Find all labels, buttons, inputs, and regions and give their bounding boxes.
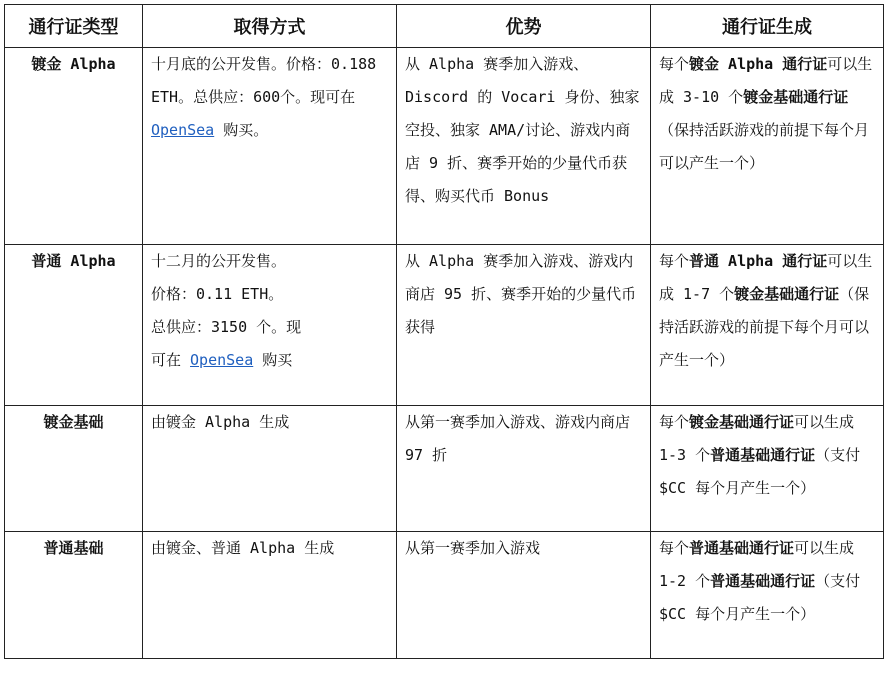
pass-comparison-table xyxy=(4,4,884,659)
acquisition-cell: 由镀金、普通 Alpha 生成 xyxy=(143,532,397,659)
generation-cell xyxy=(651,245,884,406)
generation-text: 可以生成 1-2 个 xyxy=(659,539,855,590)
acquisition-text-end: 购买。 xyxy=(214,121,269,139)
generation-text: （保持活跃游戏的前提下每个月可以产生一个） xyxy=(659,121,870,172)
acquisition-text: 可在 xyxy=(151,351,191,369)
generation-text: （支付$CC 每个月产生一个） xyxy=(659,572,861,623)
acquisition-cell xyxy=(143,245,397,406)
generation-target-pass: 普通基础通行证 xyxy=(710,446,816,464)
table-header-row xyxy=(5,5,884,48)
generation-text: （支付$CC 每个月产生一个） xyxy=(659,446,861,497)
generation-text: 可以生成 1-3 个 xyxy=(659,413,855,464)
generation-target-pass: 普通基础通行证 xyxy=(710,572,816,590)
pass-type-cell: 普通基础 xyxy=(5,532,143,659)
generation-text: 每个 xyxy=(659,252,690,270)
acquisition-text: 十月底的公开发售。价格：0.188 ETH。总供应：600个。现可在 xyxy=(151,55,377,106)
table-row xyxy=(5,406,884,532)
acquisition-text-end: 购买 xyxy=(253,351,293,369)
acquisition-line: 总供应：3150 个。现 xyxy=(151,318,302,336)
header-pass-type: 通行证类型 xyxy=(5,5,143,48)
opensea-link[interactable]: OpenSea xyxy=(190,351,254,369)
table-row xyxy=(5,532,884,659)
header-acquisition: 取得方式 xyxy=(143,5,397,48)
advantage-cell: 从第一赛季加入游戏、游戏内商店 97 折 xyxy=(397,406,651,532)
generation-cell xyxy=(651,406,884,532)
pass-type-cell: 镀金 Alpha xyxy=(5,48,143,245)
generation-source-pass: 普通基础通行证 xyxy=(689,539,795,557)
acquisition-line: 价格：0.11 ETH。 xyxy=(151,285,284,303)
acquisition-cell: 由镀金 Alpha 生成 xyxy=(143,406,397,532)
generation-target-pass: 镀金基础通行证 xyxy=(734,285,840,303)
generation-cell xyxy=(651,532,884,659)
generation-text: 可以生成 3-10 个 xyxy=(659,55,873,106)
header-advantages: 优势 xyxy=(397,5,651,48)
acquisition-line xyxy=(151,344,388,377)
advantage-cell: 从第一赛季加入游戏 xyxy=(397,532,651,659)
generation-target-pass: 镀金基础通行证 xyxy=(743,88,849,106)
table-row xyxy=(5,245,884,406)
generation-source-pass: 镀金基础通行证 xyxy=(689,413,795,431)
pass-type-cell: 镀金基础 xyxy=(5,406,143,532)
generation-source-pass: 镀金 Alpha 通行证 xyxy=(689,55,828,73)
acquisition-line: 十二月的公开发售。 xyxy=(151,252,287,270)
generation-text: 每个 xyxy=(659,539,690,557)
opensea-link[interactable]: OpenSea xyxy=(151,121,215,139)
pass-type-cell: 普通 Alpha xyxy=(5,245,143,406)
generation-text: 每个 xyxy=(659,413,690,431)
advantage-cell: 从 Alpha 赛季加入游戏、Discord 的 Vocari 身份、独家空投、独家 AMA/讨论、游戏内商店 9 折、赛季开始的少量代币获得、购买代币 Bonus xyxy=(397,48,651,245)
acquisition-cell xyxy=(143,48,397,245)
advantage-cell: 从 Alpha 赛季加入游戏、游戏内商店 95 折、赛季开始的少量代币获得 xyxy=(397,245,651,406)
generation-cell xyxy=(651,48,884,245)
generation-text: （保持活跃游戏的前提下每个月可以产生一个） xyxy=(659,285,870,369)
generation-text: 可以生成 1-7 个 xyxy=(659,252,873,303)
generation-source-pass: 普通 Alpha 通行证 xyxy=(689,252,828,270)
generation-text: 每个 xyxy=(659,55,690,73)
header-generation: 通行证生成 xyxy=(651,5,884,48)
table-row xyxy=(5,48,884,245)
